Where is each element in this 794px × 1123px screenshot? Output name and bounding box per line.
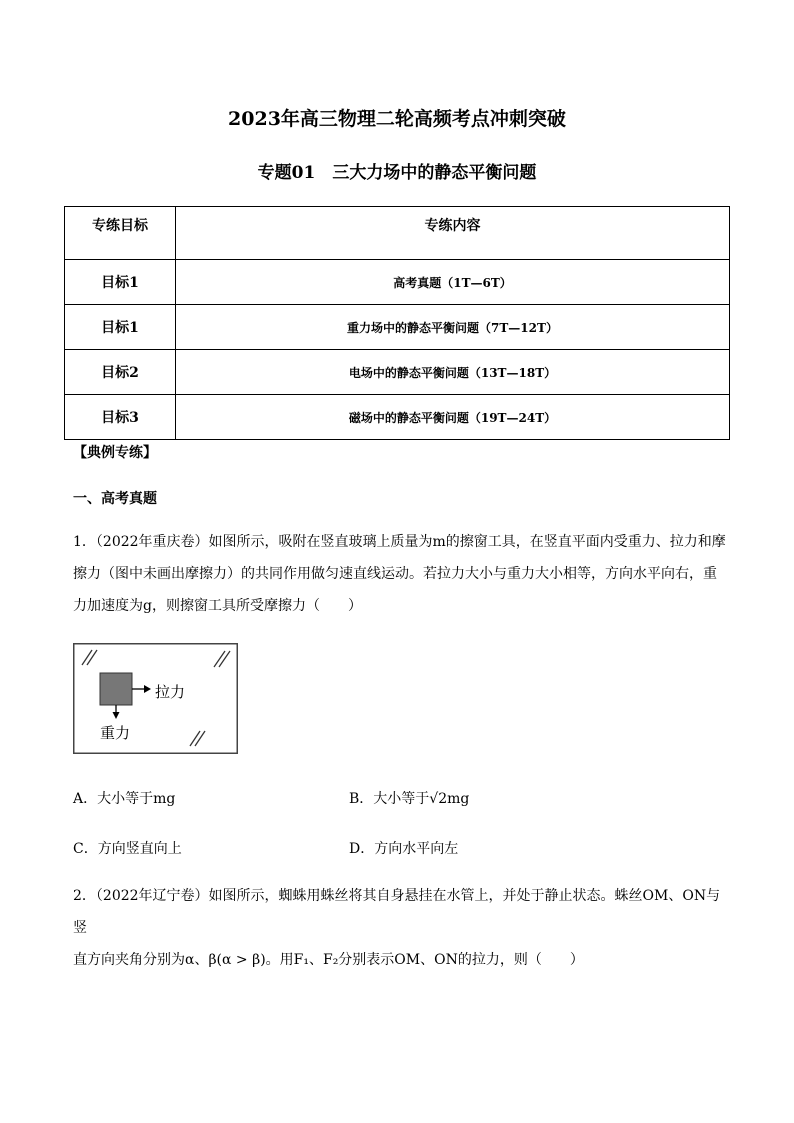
question-2-line-2: 直方向夹角分别为α、β(α > β)。用F₁、F₂分别表示OM、ON的拉力，则（ ） [73, 952, 584, 968]
table-row [65, 350, 730, 395]
option-c: C．方向竖直向上 [73, 841, 182, 857]
table-row [65, 395, 730, 440]
option-a: A．大小等于mg [73, 791, 176, 807]
option-b: B．大小等于√2mg [349, 791, 470, 807]
table-cell-target: 目标2 [65, 350, 176, 395]
page-subtitle: 专题01 三大力场中的静态平衡问题 [257, 163, 537, 183]
table-cell-content: 重力场中的静态平衡问题（7T—12T） [176, 305, 730, 350]
table-header-row [65, 207, 730, 260]
table-header-content: 专练内容 [176, 207, 730, 260]
question-2-line-1: 2．（2022年辽宁卷）如图所示，蜘蛛用蛛丝将其自身悬挂在水管上，并处于静止状态。蛛丝OM、ON与竖 [73, 888, 721, 936]
question-1-line-2: 擦力（图中未画出摩擦力）的共同作用做匀速直线运动。若拉力大小与重力大小相等，方向水平向右，重 [73, 566, 717, 582]
page-title: 2023年高三物理二轮高频考点冲刺突破 [228, 108, 566, 130]
table-cell-target: 目标1 [65, 305, 176, 350]
table-cell-target: 目标1 [65, 260, 176, 305]
section-header: 【典例专练】 [73, 445, 157, 461]
option-d: D．方向水平向左 [349, 841, 459, 857]
table-header-target: 专练目标 [65, 207, 176, 260]
table-row [65, 260, 730, 305]
window-cleaner-figure [73, 643, 238, 754]
question-1-line-1: 1．（2022年重庆卷）如图所示，吸附在竖直玻璃上质量为m的擦窗工具，在竖直平面内受重力、拉力和摩 [73, 534, 726, 550]
table-cell-content: 磁场中的静态平衡问题（19T—24T） [176, 395, 730, 440]
window-cleaner-block [100, 673, 132, 705]
gravity-force-label: 重力 [100, 724, 131, 742]
table-cell-content: 高考真题（1T—6T） [176, 260, 730, 305]
question-1 [73, 526, 733, 622]
plan-table [64, 206, 730, 440]
table-row [65, 305, 730, 350]
question-2 [73, 880, 733, 976]
question-1-line-3: 力加速度为g，则擦窗工具所受摩擦力（ ） [73, 598, 362, 614]
section-heading-gaokao: 一、高考真题 [73, 491, 157, 507]
pull-force-label: 拉力 [155, 683, 186, 701]
table-cell-content: 电场中的静态平衡问题（13T—18T） [176, 350, 730, 395]
table-cell-target: 目标3 [65, 395, 176, 440]
